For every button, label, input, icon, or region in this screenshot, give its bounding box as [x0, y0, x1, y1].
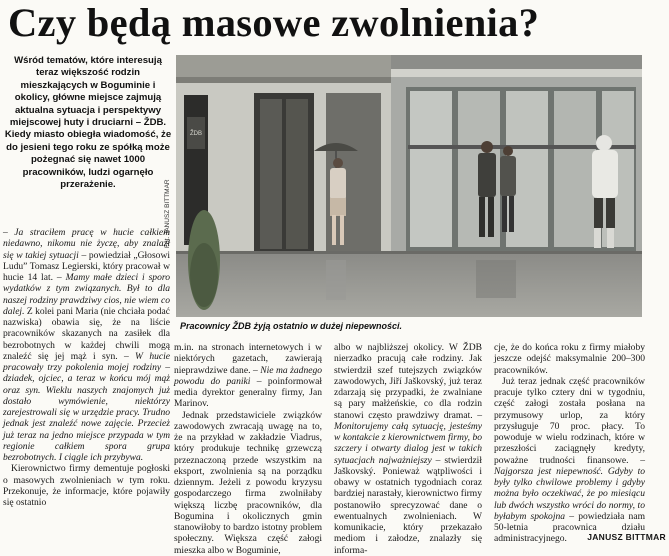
body-text: – poinformował media dyrektor generalny firmy, Jan Marinov. [174, 375, 322, 410]
quote-text: – Najgorsza jest niepewność. Gdyby to były tylko chwilowe problemy i gdyby można było oczekiwać, że po miesiącu lub dwóch wszystko wróci do normy, to byłabym spokojna [494, 454, 645, 522]
quote-text: – Mamy małe dzieci i sporo wydatków z tym związanych. Był to dla naszej rodziny prawdziwy cios, nie wiem co dalej. [3, 272, 170, 317]
article-column-3 [334, 342, 482, 556]
article-column-4 [494, 342, 645, 545]
article-headline: Czy będą masowe zwolnienia? [8, 0, 540, 45]
quote-text: – Monitorujemy całą sytuację, jesteśmy w kontakcie z kierownictwem firmy, bo szczery i otwarty dialog jest w takich sytuacjach najważniejszy [334, 409, 482, 466]
paragraph [334, 342, 482, 556]
author-byline: JANUSZ BITTMAR [587, 532, 666, 542]
photo-caption: Pracownicy ŽDB żyją ostatnio w dużej niepewności. [180, 321, 403, 331]
photo-credit: Fot. JANUSZ BITTMAR [164, 179, 171, 248]
article-photo [176, 55, 642, 317]
quote-text: – Nie ma żadnego powodu do paniki [174, 364, 322, 387]
quote-text: – Ja straciłem pracę w hucie całkiem niedawno, nikomu nie życzę, aby znalazł się w takiej sytuacji [3, 227, 170, 261]
body-text: Już teraz jednak część pracowników pracuje tylko cztery dni w tygodniu, część załogi została posłana na przymusowy urlop, za który przysługuje 70 proc. płacy. To powoduje w wielu rodzinach, które w przeszłości zaciągnęły kredyty, poważne trudności finansowe. [494, 375, 645, 466]
body-text: m.in. na stronach internetowych i w niektórych gazetach, zawierają nieprawdziwe dane. [174, 342, 322, 376]
paragraph: cje, że do końca roku z firmy miałoby jeszcze odejść maksymalnie 200–300 pracowników. [494, 342, 645, 376]
quote-text: – W hucie pracowały trzy pokolenia mojej rodziny – dziadek, ojciec, a teraz w końcu mój mąż oraz syn. Wieklu naszych znajomych już dostało wymówienie, niektórzy zarejestrowali się w urzędzie pracy. Trudno jednak jest znaleźć nowe zajęcie. Przecież już teraz na jedno miejsce przypada w tym regionie całkiem spora grupa bezrobotnych. I ciągle ich przybywa. [3, 350, 170, 463]
body-text: albo w najbliższej okolicy. W ŽDB nierzadko pracują całe rodziny. Jak stwierdził szef tutejszych związków zawodowych, Jiří Jaškovský, już teraz zdarzają się przypadki, że zwalniane są pary małżeńskie, co dla rodzin stanowi często prawdziwy dramat. [334, 342, 482, 421]
body-text: Z kolei pani Maria (nie chciała podać nazwiska) obawia się, że na liście pracowników skazanych na zasiłek dla bezrobotnych w każdej chwili mogą znaleźć się jej mąż i syn. [3, 305, 171, 362]
paragraph: Jednak przedstawiciele związków zawodowych zwracają uwagę na to, że na przykład w zakładzie Viadrus, który produkuje technikę grzewczą przeznaczoną przede wszystkim na eksport, zwolnienia są na porządku dziennym. Jeżeli z powodu kryzysu gospodarczego firma zwolniłaby większą liczbę pracowników, dla Bogumina i okolicznych gmin stanowiłoby to bardzo istotny problem społeczny. Większa część załogi mieszka albo w Boguminie, [174, 409, 322, 556]
article-column-2 [174, 342, 322, 556]
paragraph [494, 376, 645, 545]
body-text: – stwierdził Jaškovský. Ponieważ wątpliwości i obawy w ostatnich tygodniach coraz bardziej narastały, kierownictwo firmy postanowiło sprecyzować dane o ewentualnych zwolnieniach. W komunikacie, który przekazało mediom i załodze, znalazły się informa- [334, 454, 482, 556]
article-lead: Wśród tematów, które interesują teraz większość rodzin mieszkających w Boguminie i okolicy, główne miejsce zajmują aktualna sytuacja i perspektywy miejscowej huty i druciarni – ŽDB. Kiedy miasto obiegła wiadomość, że do jesieni tego roku ze spółką może pożegnać się nawet 1000 pracowników, ludzi ogarnęło przerażenie. [4, 55, 172, 191]
body-text: – powiedziała nam 50-letnia pracownica działu administracyjnego. [494, 510, 645, 545]
body-text: – powiedział „Głosowi Ludu” Tomasz Legierski, który pracował w hucie 14 lat. [3, 249, 170, 283]
photo-sign-text: ŽDB [190, 131, 202, 137]
paragraph: Kierownictwo firmy dementuje pogłoski o masowych zwolnieniach w tym roku. Przekonuje, że informacje, które pojawiły się ostatnio [3, 463, 170, 508]
paragraph [3, 227, 170, 463]
article-column-1 [3, 227, 170, 508]
paragraph [174, 342, 322, 410]
